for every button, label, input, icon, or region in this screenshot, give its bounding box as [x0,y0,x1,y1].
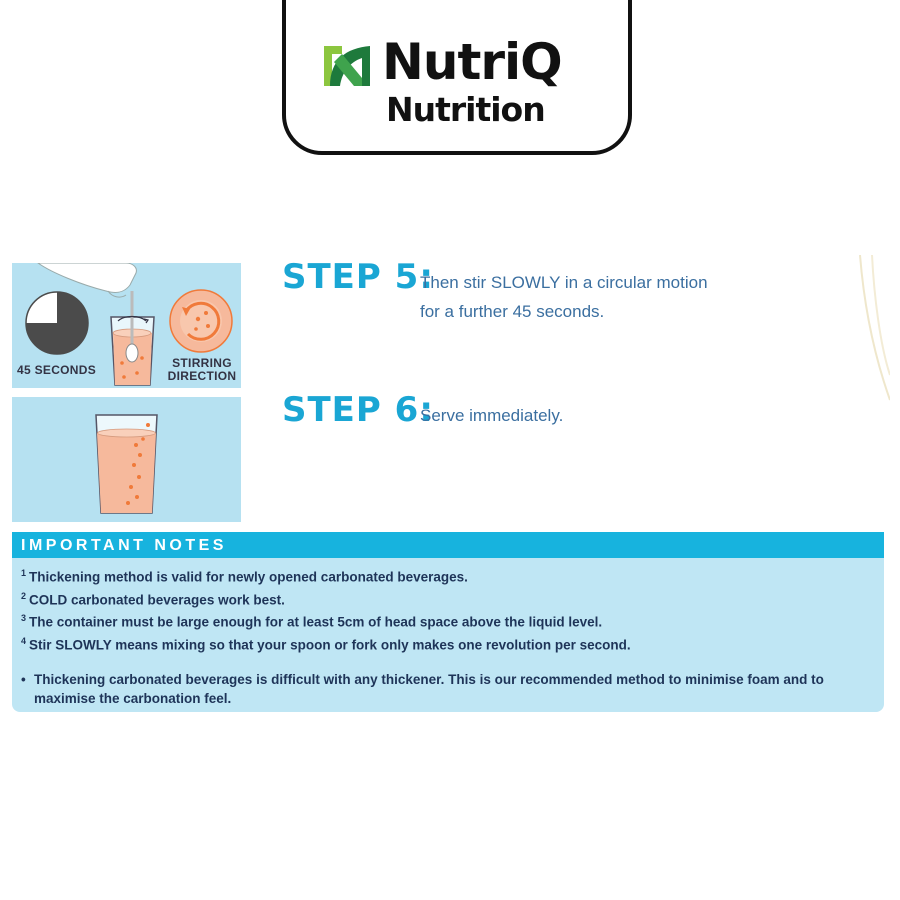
notes-list [12,558,884,654]
step5-line: Then stir SLOWLY in a circular motion [420,273,708,292]
note-item [21,609,884,632]
note-text: Thickening method is valid for newly opened carbonated beverages. [29,569,468,585]
step5-line: for a further 45 seconds. [420,302,605,321]
bullet-text: Thickening carbonated beverages is difficult with any thickener. This is our recommended method to minimise foam and to maximise the carbonation feel. [34,672,824,706]
note-text: Stir SLOWLY means mixing so that your spoon or fork only makes one revolution per second. [29,637,631,652]
step5-text [420,268,708,326]
note-number: 3 [21,613,27,623]
note-number: 2 [21,590,27,601]
stirring-direction-icon [170,290,232,352]
stirring-label: STIRRING DIRECTION [167,356,237,383]
important-notes [12,532,884,712]
served-glass-icon [12,397,241,522]
note-number: 4 [21,635,27,646]
brand-logo [282,0,632,155]
step6-line: Serve immediately. [420,406,564,425]
timer-icon [26,292,88,354]
step5-title: STEP 5: [282,257,434,297]
step6-illustration [12,397,241,522]
note-number: 1 [21,568,27,578]
note-item [21,587,884,610]
note-text: COLD carbonated beverages work best. [29,592,285,607]
bullet-icon: • [21,672,26,687]
note-text: The container must be large enough for at least 5cm of head space above the liquid level. [29,614,603,630]
step6-title: STEP 6: [282,390,434,430]
glass-icon [111,291,154,385]
note-bullet [21,670,884,708]
timer-label: 45 SECONDS [17,363,97,377]
step5-illustration [12,263,241,388]
step6-text [420,401,563,430]
note-item [21,632,884,655]
brand-subtitle: Nutrition [386,90,545,129]
decorative-arc [850,255,890,405]
brand-name: NutriQ [382,33,562,91]
note-item [21,564,884,587]
notes-header: IMPORTANT NOTES [12,532,884,558]
leaf-logo-icon [320,40,374,92]
